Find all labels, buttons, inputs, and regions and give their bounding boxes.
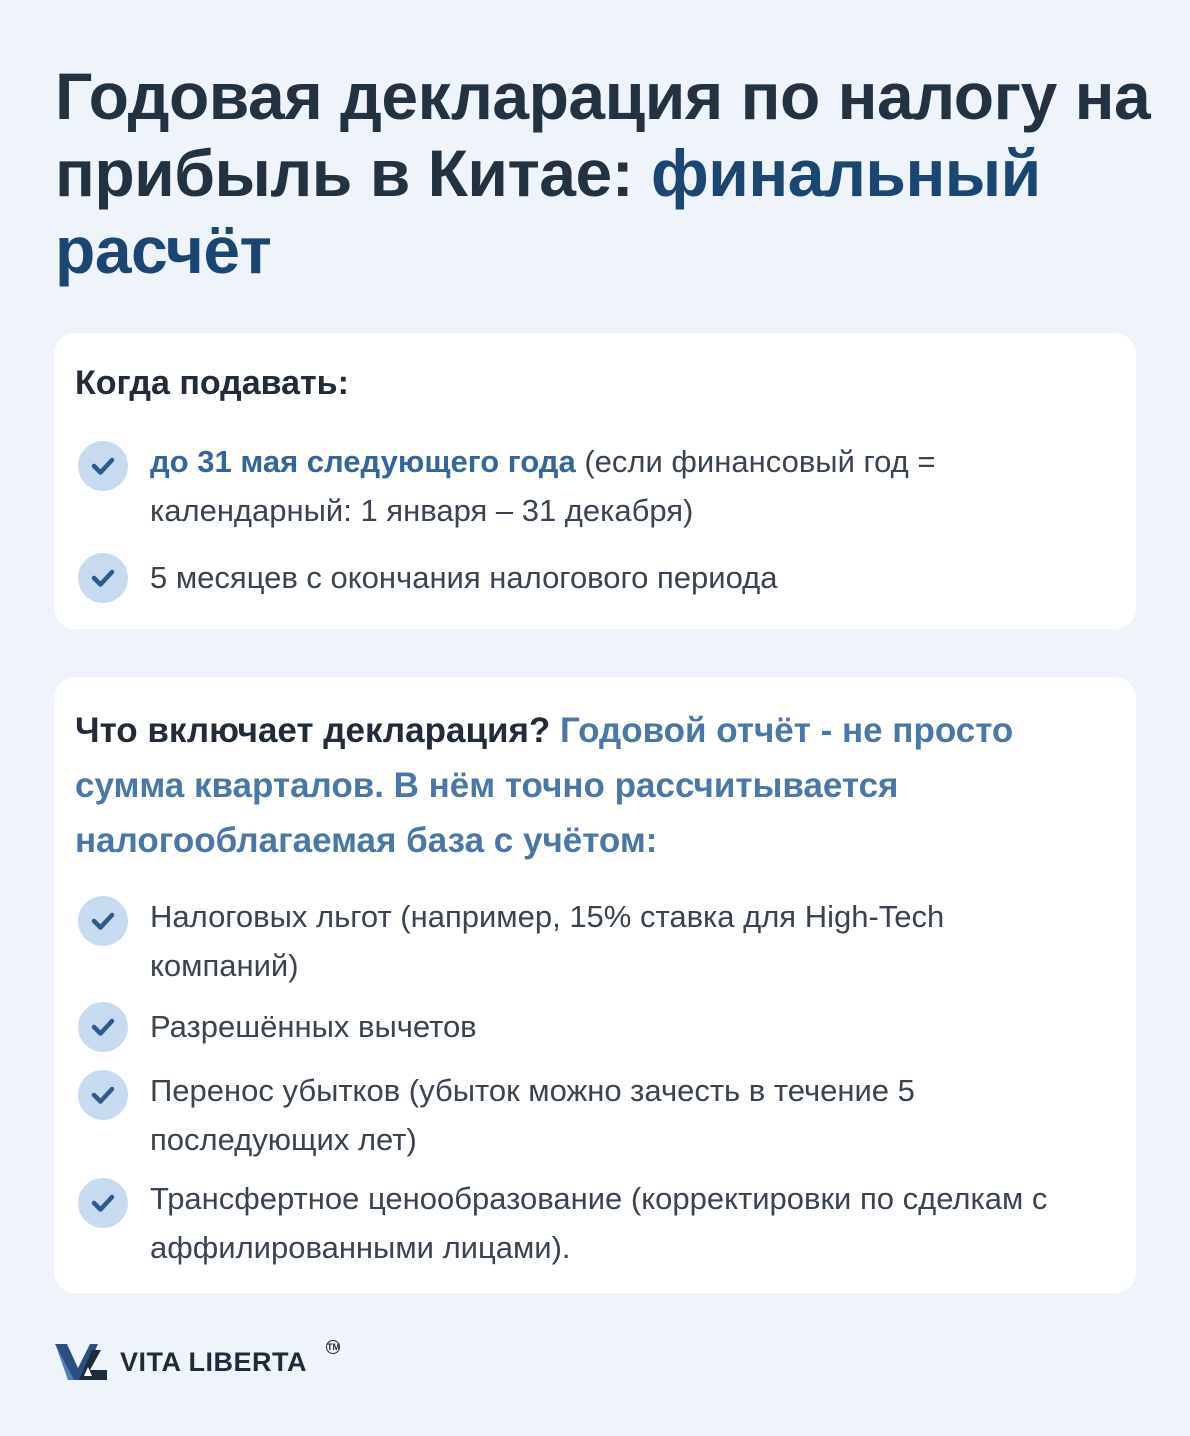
page-title xyxy=(55,58,1155,289)
brand-name: VITA LIBERTA xyxy=(120,1347,307,1377)
when-to-file-card xyxy=(54,333,1136,629)
check-circle-icon xyxy=(78,441,128,491)
check-circle-icon xyxy=(78,1178,128,1228)
title-main-text: Годовая декларация по налогу на прибыль в Китае: xyxy=(55,59,1151,210)
title-accent-text: финальный расчёт xyxy=(55,136,1041,287)
list-item-text: Перенос убытков (убыток можно зачесть в течение 5 последующих лет) xyxy=(150,1073,915,1157)
vita-liberta-logo-icon xyxy=(54,1340,110,1384)
brand-logo xyxy=(54,1338,374,1388)
period-text: 5 месяцев с окончания налогового периода xyxy=(150,560,778,595)
trademark-mark: TM xyxy=(327,1342,340,1352)
check-circle-icon xyxy=(78,1070,128,1120)
what-card-heading xyxy=(75,703,1115,868)
check-circle-icon xyxy=(78,896,128,946)
what-card-answer: Годовой отчёт - не просто сумма кварталов. В нём точно рассчитывается налогооблагаемая база с учётом: xyxy=(75,711,1014,860)
list-item-text: Разрешённых вычетов xyxy=(150,1009,477,1044)
deadline-note: (если финансовый год = календарный: 1 января – 31 декабря) xyxy=(150,444,936,528)
when-card-heading: Когда подавать: xyxy=(75,364,349,402)
declaration-contents-card xyxy=(54,677,1136,1293)
list-item-text: Трансфертное ценообразование (корректировки по сделкам с аффилированными лицами). xyxy=(150,1181,1048,1265)
list-item-text xyxy=(150,553,1080,602)
list-item-text: Налоговых льгот (например, 15% ставка для High-Tech компаний) xyxy=(150,899,945,983)
list-item-text xyxy=(150,437,1080,535)
check-circle-icon xyxy=(78,553,128,603)
deadline-highlight: до 31 мая следующего года xyxy=(150,444,576,479)
what-card-question: Что включает декларация? xyxy=(75,711,561,750)
check-circle-icon xyxy=(78,1002,128,1052)
